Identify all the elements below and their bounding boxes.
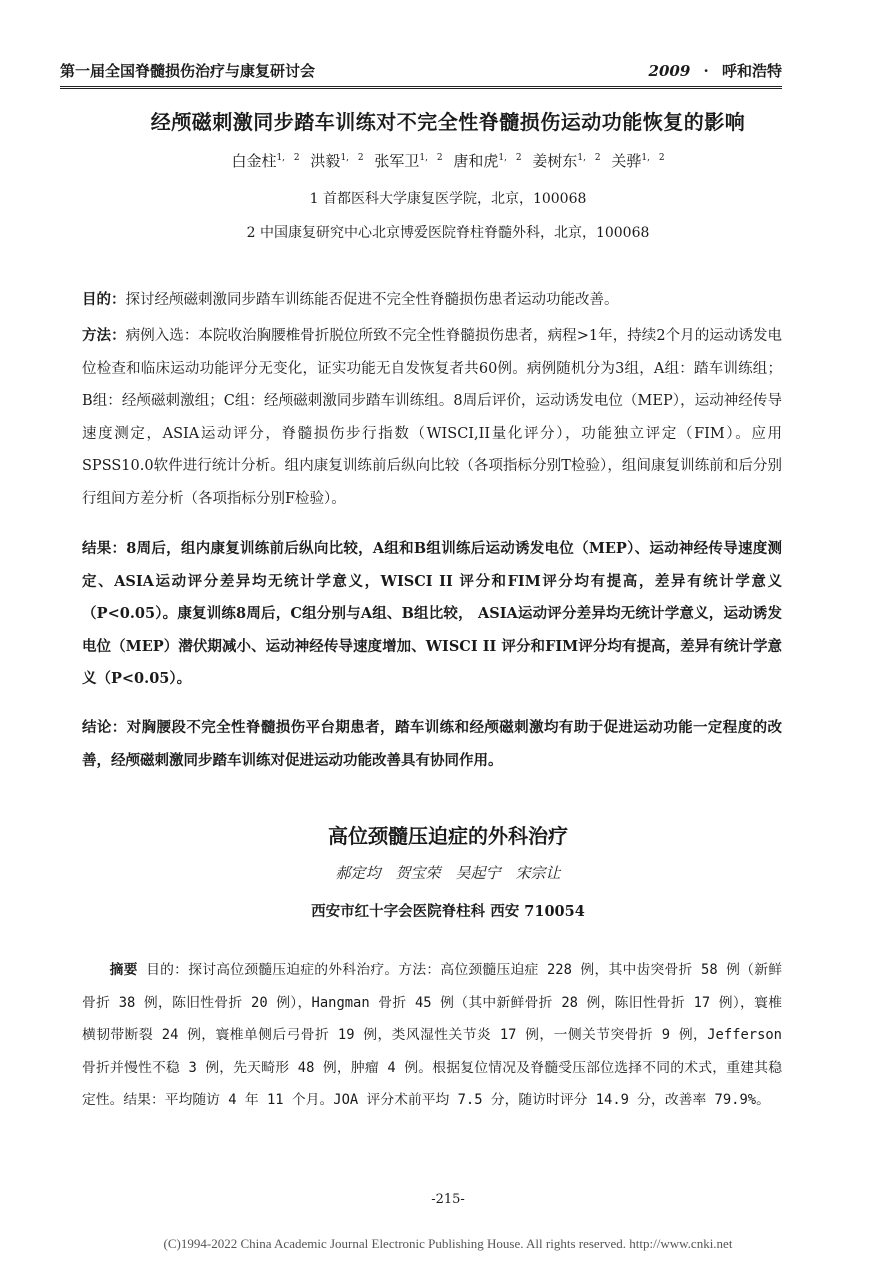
objective-paragraph bbox=[82, 284, 782, 317]
header-year: 2009 bbox=[648, 62, 691, 80]
objective-label: 目的： bbox=[82, 291, 126, 308]
methods-label: 方法： bbox=[82, 327, 126, 344]
objective-text: 探讨经颅磁刺激同步踏车训练能否促进不完全性脊髓损伤患者运动功能改善。 bbox=[125, 292, 619, 308]
conclusion-text: 对胸腰段不完全性脊髓损伤平台期患者，踏车训练和经颅磁刺激均有助于促进运动功能一定程度的改善，经颅磁刺激同步踏车训练对促进运动功能改善具有协同作用。 bbox=[82, 719, 783, 769]
paper2-title: 高位颈髓压迫症的外科治疗 bbox=[328, 824, 568, 848]
abstract-label: 摘要 bbox=[109, 962, 138, 978]
author: 姜树东$^{1, 2}$ bbox=[532, 152, 601, 170]
results-label: 结果： bbox=[82, 540, 127, 557]
abstract-text: 目的：探讨高位颈髓压迫症的外科治疗。方法：高位颈髓压迫症 228 例，其中齿突骨折 58 例（新鲜骨折 38 例，陈旧性骨折 20 例），Hangman 骨折 45 例（其中新鲜骨折 28 例，陈旧性骨折 17 例），寰椎横韧带断裂 24 例，寰椎单侧后弓骨折 19 例，类风湿性关节炎 17 例，一侧关节突骨折 9 例，Jefferson 骨折并慢性不稳 3 例，先天畸形 48 例，肿瘤 4 例。根据复位情况及脊髓受压部位选择不同的术式，重建其稳定性。结果：平均随访 4 年 11 个月。JOA 评分术前平均 7.5 分，随访时评分 14.9 分，改善率 79.9%。 bbox=[82, 962, 783, 1108]
author: 张军卫$^{1, 2}$ bbox=[374, 152, 443, 170]
page-number: -215- bbox=[431, 1192, 465, 1207]
running-header bbox=[60, 58, 782, 89]
author: 白金柱$^{1, 2}$ bbox=[231, 152, 300, 170]
paper2-abstract bbox=[82, 954, 782, 1117]
affiliation-2: 2 中国康复研究中心北京博爱医院脊柱脊髓外科，北京，100068 bbox=[246, 225, 650, 241]
copyright-footer: (C)1994-2022 China Academic Journal Electronic Publishing House. All rights reserved. http://www.cnki.net bbox=[163, 1236, 733, 1251]
author: 洪毅$^{1, 2}$ bbox=[310, 152, 364, 170]
paper1-authors bbox=[0, 150, 896, 171]
header-year-city bbox=[649, 60, 782, 81]
conference-name: 第一届全国脊髓损伤治疗与康复研讨会 bbox=[60, 62, 316, 80]
results-text: 8周后，组内康复训练前后纵向比较，A组和B组训练后运动诱发电位（MEP）、运动神经传导速度测定、ASIA运动评分差异均无统计学意义，WISCI II 评分和FIM评分均有提高，差异有统计学意义（P<0.05）。康复训练8周后，C组分别与A组、B组比较， ASIA运动评分差异均无统计学意义，运动诱发电位（MEP）潜伏期减小、运动神经传导速度增加、WISCI II 评分和FIM评分均有提高，差异有统计学意义（P<0.05）。 bbox=[82, 540, 782, 687]
paper2-authors: 郝定均 贺宝荣 吴起宁 宋宗让 bbox=[335, 864, 561, 882]
paper1-title: 经颅磁刺激同步踏车训练对不完全性脊髓损伤运动功能恢复的影响 bbox=[150, 110, 746, 134]
header-separator: · bbox=[703, 62, 709, 80]
author: 关骅$^{1, 2}$ bbox=[611, 152, 665, 170]
author: 唐和虎$^{1, 2}$ bbox=[453, 152, 522, 170]
methods-text: 病例入选：本院收治胸腰椎骨折脱位所致不完全性脊髓损伤患者，病程>1年，持续2个月的运动诱发电位检查和临床运动功能评分无变化，证实功能无自发恢复者共60例。病例随机分为3组，A组：踏车训练组；B组：经颅磁刺激组；C组：经颅磁刺激同步踏车训练组。8周后评价，运动诱发电位（MEP），运动神经传导速度测定，ASIA运动评分，脊髓损伤步行指数（WISCI,II量化评分），功能独立评定（FIM）。应用SPSS10.0软件进行统计分析。组内康复训练前后纵向比较（各项指标分别T检验），组间康复训练前和后分别行组间方差分析（各项指标分别F检验）。 bbox=[82, 328, 782, 507]
affiliation-1: 1 首都医科大学康复医学院，北京，100068 bbox=[309, 191, 587, 207]
conclusion-paragraph bbox=[82, 712, 782, 777]
header-city: 呼和浩特 bbox=[721, 62, 782, 80]
conclusion-label: 结论： bbox=[82, 719, 127, 736]
methods-paragraph bbox=[82, 320, 782, 515]
results-paragraph bbox=[82, 533, 782, 696]
paper2-affiliation: 西安市红十字会医院脊柱科 西安 710054 bbox=[311, 903, 585, 920]
